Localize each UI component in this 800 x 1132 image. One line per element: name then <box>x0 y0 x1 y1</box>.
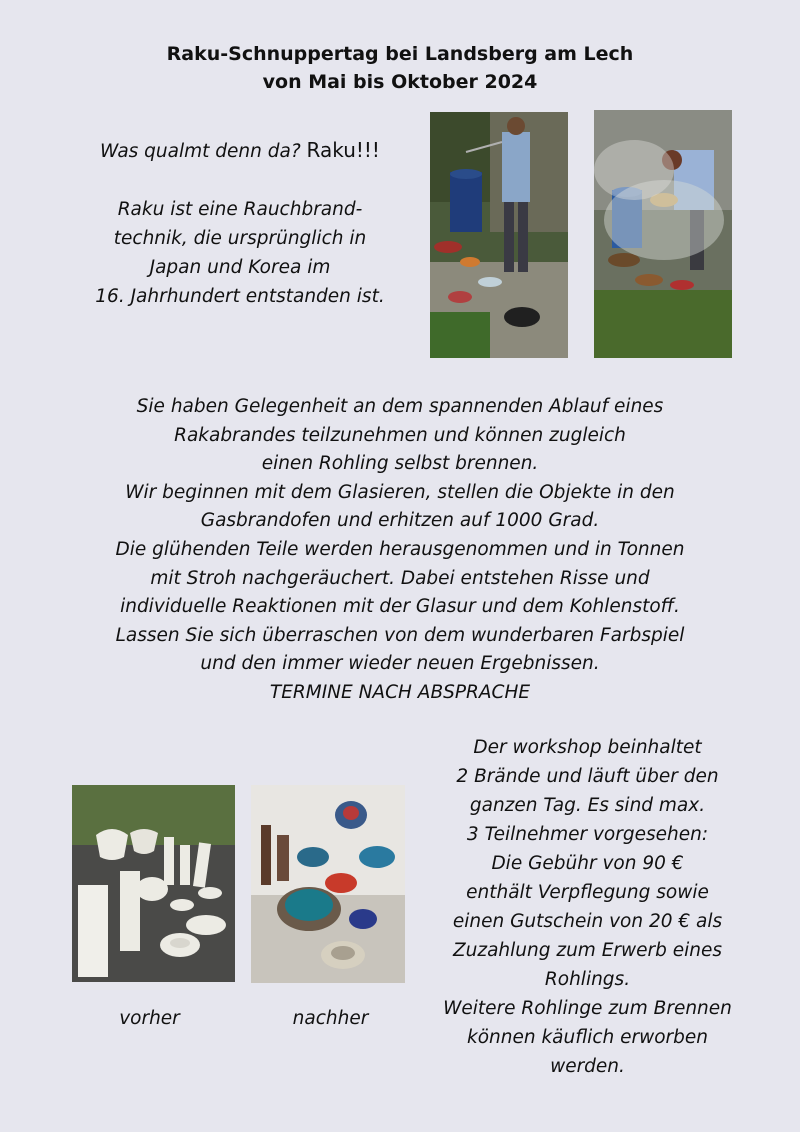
description-text <box>30 393 770 708</box>
intro-heading <box>50 136 430 166</box>
description-line: und den immer wieder neuen Ergebnissen. <box>200 653 600 675</box>
workshop-line: Zuzahlung zum Erwerb eines <box>452 940 723 961</box>
description-line: Gasbrandofen und erhitzen auf 1000 Grad. <box>200 510 600 532</box>
description-line: Die glühenden Teile werden herausgenommen und in Tonnen <box>115 538 685 560</box>
intro-question: Was qualmt denn da? <box>100 141 301 162</box>
photo-after <box>251 785 405 983</box>
description-line: Lassen Sie sich überraschen von dem wunderbaren Farbspiel <box>115 624 685 646</box>
workshop-info <box>410 733 765 1081</box>
workshop-line: enthält Verpflegung sowie <box>466 882 709 903</box>
caption-after: nachher <box>292 1008 369 1029</box>
description-line: Wir beginnen mit dem Glasieren, stellen die Objekte in den <box>125 481 675 503</box>
description-line: Rakabrandes teilzunehmen und können zugleich <box>174 424 626 446</box>
workshop-line: Rohlings. <box>544 969 631 990</box>
workshop-line: werden. <box>550 1056 625 1077</box>
title-line-2: von Mai bis Oktober 2024 <box>262 71 538 93</box>
workshop-line: können käuflich erworben <box>466 1027 708 1048</box>
description-line: einen Rohling selbst brennen. <box>261 453 539 475</box>
description-line: individuelle Reaktionen mit der Glasur und dem Kohlenstoff. <box>120 596 680 618</box>
intro-line: 16. Jahrhundert entstanden ist. <box>95 286 385 307</box>
workshop-line: Der workshop beinhaltet <box>473 737 702 758</box>
photo-kiln-firing-1 <box>430 112 568 358</box>
photo-before <box>72 785 235 982</box>
workshop-line: einen Gutschein von 20 € als <box>452 911 723 932</box>
page-title <box>0 40 800 96</box>
caption-before: vorher <box>119 1008 180 1029</box>
description-line: Sie haben Gelegenheit an dem spannenden Ablauf eines <box>136 396 664 417</box>
workshop-line: Weitere Rohlinge zum Brennen <box>443 998 732 1019</box>
description-line: mit Stroh nachgeräuchert. Dabei entstehen Risse und <box>150 567 650 589</box>
intro-line: Raku ist eine Rauchbrand- <box>117 199 363 220</box>
photo-kiln-firing-2 <box>594 110 732 358</box>
appointment-note: TERMINE NACH ABSPRACHE <box>269 681 531 703</box>
workshop-line: Die Gebühr von 90 € <box>491 853 684 874</box>
workshop-line: ganzen Tag. Es sind max. <box>469 795 706 816</box>
workshop-line: 3 Teilnehmer vorgesehen: <box>466 824 709 845</box>
intro-line: technik, die ursprünglich in <box>113 228 367 249</box>
workshop-line: 2 Brände und läuft über den <box>456 766 719 787</box>
title-line-1: Raku-Schnuppertag bei Landsberg am Lech <box>166 43 634 65</box>
intro-raku: Raku!!! <box>306 138 380 162</box>
intro-line: Japan und Korea im <box>149 257 331 278</box>
intro-text <box>50 136 430 311</box>
